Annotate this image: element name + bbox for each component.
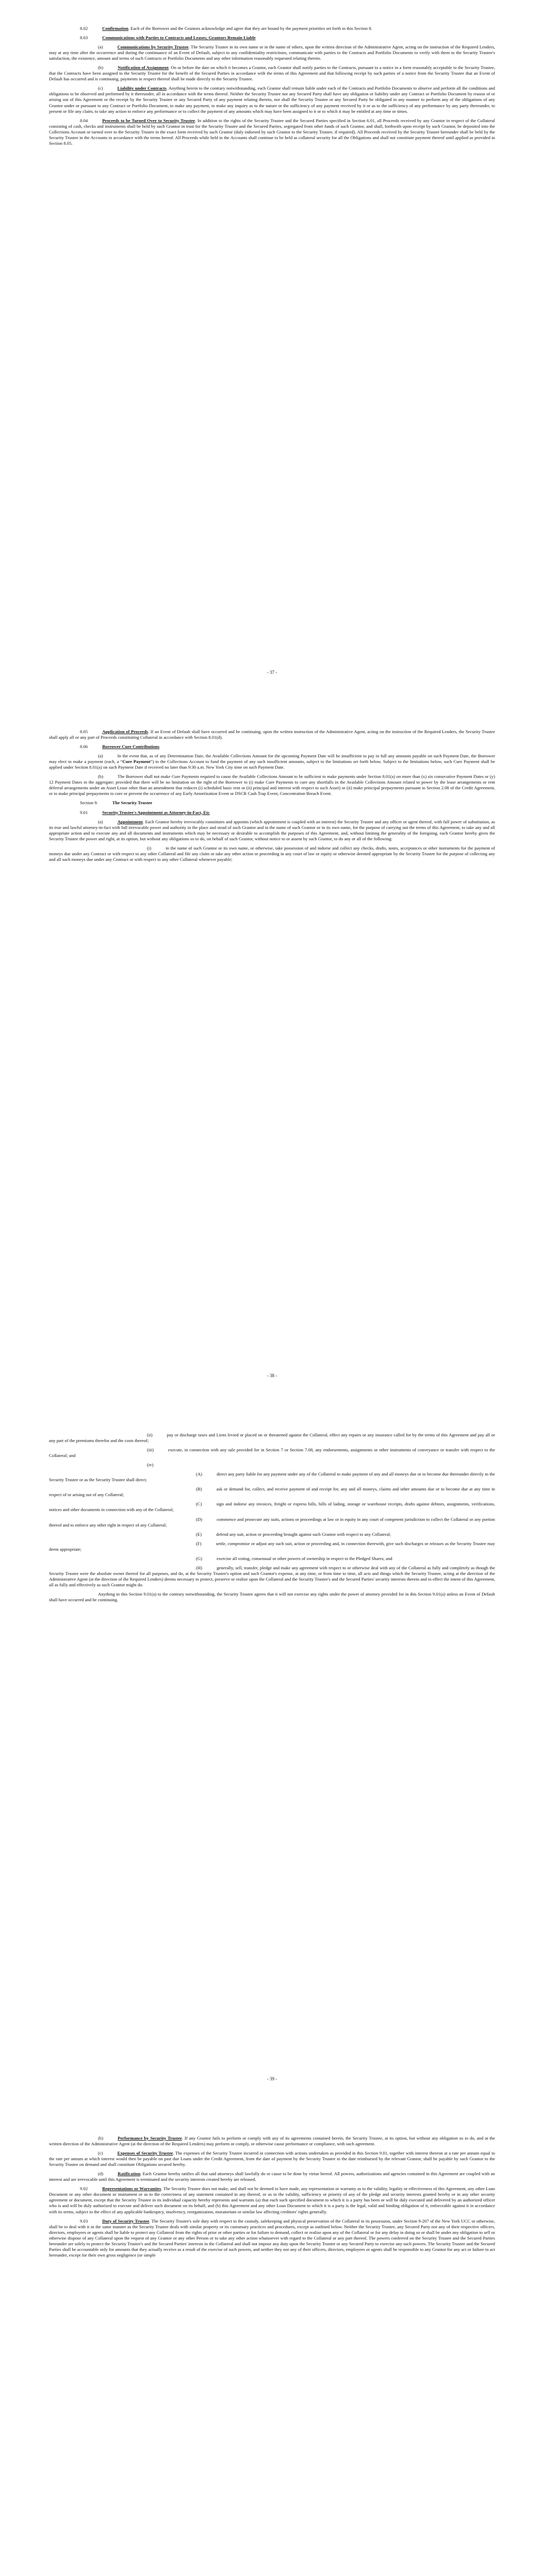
page-37 [0,0,544,703]
section-8-06-a: (a) In the event that, as of any Determination Date, the Available Collections Amount for the upcoming Payment Date will be insufficient to pay in full any amounts payable on such Payment Date, the Borrower may elect to make a payment (each, a “Cure Payment”) to the Collections Account to fund the payment of any such insufficient amounts, subject to the limitations set forth below. Subject to the limitations below, such Cure Payment shall be applied under Section 8.01(a) on such Payment Date if received no later than 9:30 a.m. New York City time on such Payment Date. [49,753,495,770]
section-8-04: 8.04 Proceeds to be Turned Over to Security Trustee. In addition to the rights of the Security Trustee and the Secured Parties specified in Section 6.01, all Proceeds received by any Grantor in respect of the Collateral consisting of cash, checks and instruments shall be held by such Grantor in trust for the Security Trustee and the Secured Parties, segregated from other funds of such Grantor, and shall, forthwith upon receipt by such Grantor, be deposited into the Collections Account or turned over to the Security Trustee in the exact form received by such Grantor (duly indorsed by such Grantor to the Security Trustee, if required). All Proceeds received by the Security Trustee hereunder shall be held by the Security Trustee in the Accounts in accordance with the terms hereof. All Proceeds while held in the Accounts shall continue to be held as collateral security for all the Obligations and shall not constitute payment thereof until applied as provided in Section 8.05. [49,117,495,146]
section-9-01-c: (c) Expenses of Security Trustee. The expenses of the Security Trustee incurred in connection with actions undertaken as provided in this Section 9.01, together with interest thereon at a rate per annum equal to the rate per annum at which interest would then be payable on past due Loans under the Credit Agreement, from the date of payment by the Security Trustee to the date reimbursed by the relevant Grantor, shall be payable by such Grantor to the Security Trustee on demand and shall constitute Obligations secured hereby. [49,2150,495,2167]
page-content [49,2136,495,2576]
page-number: - 39 - [267,2076,277,2081]
page-number: - 37 - [267,670,277,675]
section-9-01-a-tail: Anything in this Section 9.01(a) to the contrary notwithstanding, the Security Trustee agrees that it will not exercise any rights under the power of attorney provided for in this Section 9.01(a) unless an Event of Default shall have occurred and be continuing. [49,1591,495,1603]
page-content [49,26,495,641]
section-9-01-b: (b) Performance by Security Trustee. If any Grantor fails to perform or comply with any of its agreements contained herein, the Security Trustee, at its option, but without any obligation so to do, and at the written direction of the Administrative Agent (at the direction of the Required Lenders) may perform or comply, or otherwise cause performance or compliance, with such agreement. [49,2136,495,2147]
page-38 [0,703,544,1406]
section-8-03-c: (c) Liability under Contracts. Anything herein to the contrary notwithstanding, each Grantor shall remain liable under each of the Contracts and Portfolio Documents to observe and perform all the conditions and obligations to be observed and performed by it thereunder, all in accordance with the terms thereof. Neither the Security Trustee nor any Secured Party shall have any obligation or liability under any Contract or Portfolio Document by reason of or arising out of this Agreement or the receipt by the Security Trustee or any Secured Party of any payment relating thereto, nor shall the Security Trustee or any Secured Party be obligated in any manner to perform any of the obligations of any Grantor under or pursuant to any Contract or Portfolio Document, to make any payment, to make any inquiry as to the nature or the sufficiency of any payment received by it or as to the sufficiency of any performance by any party thereunder, to present or file any claim, to take any action to enforce any performance or to collect the payment of any amounts which may have been assigned to it or to which it may be entitled at any time or times. [49,86,495,114]
clause-C: (C) sign and indorse any invoices, freight or express bills, bills of lading, storage or warehouse receipts, drafts against debtors, assignments, verifications, notices and other documents in connection with any of the Collateral; [49,1501,495,1513]
section-8-06-b: (b) The Borrower shall not make Cure Payments required to cause the Available Collections Amount to be sufficient to make payments under Section 8.01(a) on more than (x) six consecutive Payment Dates or (y) 12 Payment Dates in the aggregate; provided that there will be no limitation on the right of the Borrower to (i) make Cure Payments to cure any shortfalls in the Available Collections Amount related to power by the lease arrangements or rent deferral arrangements under an Asset Lease other than an amendment that reduces (i) scheduled basic rent or (ii) principal and interest with respect to such Asset) or (ii) make principal prepayments pursuant to Section 2.08 of the Credit Agreement, or to make principal prepayments to cure or prevent the occurrence of any Early Amortization Event or DSCR Cash Trap Event, Concentration Breach Event. [49,774,495,796]
section-8-03-a: (a) Communications by Security Trustee. The Security Trustee in its own name or in the name of others, upon the written direction of the Administrative Agent, acting on the instruction of the Required Lenders, may at any time after the occurrence and during the continuance of an Event of Default, subject to any confidentiality restrictions, communicate with parties to the Contracts and Portfolio Documents to verify with them to the Security Trustee's satisfaction, the existence, amount and terms of such Contracts or Portfolio Documents and any other information reasonably requested relating thereto. [49,44,495,61]
section-8-02: 8.02 Confirmation. Each of the Borrower and the Grantors acknowledge and agree that they are bound by the payment priorities set forth in this Section 8. [80,26,372,31]
clause-D: (D) commence and prosecute any suits, actions or proceedings at law or in equity in any court of competent jurisdiction to collect the Collateral or any portion thereof and to enforce any other right in respect of any Collateral; [49,1516,495,1528]
section-8-03-heading: 8.03 Communications with Parties to Contracts and Leases; Grantors Remain Liable [80,35,256,41]
page-content [49,1432,495,2048]
page-40 [0,2110,544,2576]
clause-G: (G) exercise all voting, consensual or other powers of ownership in respect to the Pledged Shares; and [196,1555,392,1561]
section-9-01-d: (d) Ratification. Each Grantor hereby ratifies all that said attorneys shall lawfully do or cause to be done by virtue hereof. All powers, authorizations and agencies contained in this Agreement are coupled with an interest and are irrevocable until this Agreement is terminated and the security interests created hereby are released. [49,2171,495,2182]
section-9-02: 9.02 Representations or Warranties. The Security Trustee does not make, and shall not be deemed to have made, any representation or warranty as to the validity, legality or effectiveness of this Agreement, any other Loan Document or any other document or instrument or as to the correctness of any statement contained in any thereof, or as to the validity, sufficiency or priority of any of the pledge and security interests granted hereby or in any other security agreement or document, except that the Security Trustee in its individual capacity hereby represents and warrants (a) that each such specified document to which it is a party has been or will be duly executed and delivered by an authorized officer who is and will be duly authorized to execute and deliver such document on its behalf, and (b) this Agreement and any other Loan Document to which it is a party is the legal, valid and binding obligation of it, enforceable against it in accordance with its terms, subject to the effect of any applicable bankruptcy, insolvency, reorganization, moratorium or similar law affecting creditors' rights generally. [49,2186,495,2214]
page-39 [0,1406,544,2110]
page-content [49,729,495,1345]
section-9-01-a-i: (i) in the name of such Grantor or its own name, or otherwise, take possession of and indorse and collect any checks, drafts, notes, acceptances or other instruments for the payment of moneys due under any Contract or with respect to any other Collateral and file any claim or take any other action or proceeding in any court of law or equity or otherwise deemed appropriate by the Security Trustee for the purpose of collecting any and all such moneys due under any Contract or with respect to any other Collateral whenever payable; [49,845,495,862]
clause-E: (E) defend any suit, action or proceeding brought against such Grantor with respect to any Collateral; [196,1531,391,1537]
section-9-03: 9.03 Duty of Security Trustee. The Security Trustee's sole duty with respect to the custody, safekeeping and physical preservation of the Collateral in its possession, under Section 9-207 of the New York UCC or otherwise, shall be to deal with it in the same manner as the Security Trustee deals with similar property or its customary practices and procedures, except as outlined below. Neither the Security Trustee, any Secured Party nor any of their respective officers, directors, employees or agents shall be liable to protect any Collateral from the rights of prior or other parties or for failure to demand, collect or realize upon any of the Collateral or for any delay in doing so or shall be under any obligation to sell or otherwise dispose of any Collateral upon the request of any Grantor or any other Person or to take any other action whatsoever with regard to the Collateral or any part thereof. The powers conferred on the Security Trustee and the Secured Parties hereunder are solely to protect the Security Trustee's and the Secured Parties' interests in the Collateral and shall not impose any duty upon the Security Trustee or any Secured Party to exercise any such powers. The Security Trustee and the Secured Parties shall be accountable only for amounts that they actually receive as a result of the exercise of such powers, and neither they nor any of their officers, directors, employees or agents shall be responsible to any Grantor for any act or failure to act hereunder, except for their own gross negligence (or simple [49,2218,495,2258]
clause-H: (H) generally, sell, transfer, pledge and make any agreement with respect to or otherwise deal with any of the Collateral as fully and completely as though the Security Trustee were the absolute owner thereof for all purposes, and do, at the Security Trustee's option and such Grantor's expense, at any time, or from time to time, all acts and things which the Security Trustee, acting at the direction of the Administrative Agent (at the direction of the Required Lenders) deems necessary to protect, preserve or realize upon the Collateral and the Security Trustee's and the Secured Parties' security interests therein and to effect the intent of this Agreement, all as fully and effectively as such Grantor might do. [49,1565,495,1587]
section-8-06-heading: 8.06 Borrower Cure Contributions [80,744,160,750]
clause-ii: (ii) pay or discharge taxes and Liens levied or placed on or threatened against the Collateral, effect any repairs or any insurance called for by the terms of this Agreement and pay all or any part of the premiums therefor and the costs thereof; [49,1432,495,1444]
clause-iv: (iv) [147,1462,154,1468]
section-9-01-a: (a) Appointment. Each Grantor hereby irrevocably constitutes and appoints (which appointment is coupled with an interest) the Security Trustee and any officer or agent thereof, with full power of substitution, as its true and lawful attorney-in-fact with full irrevocable power and authority in the place and stead of such Grantor and in the name of such Grantor or in its own name, for the purpose of carrying out the terms of this Agreement, to take any and all appropriate action and to execute any and all documents and instruments which may be necessary or desirable to accomplish the purposes of this Agreement, and, without limiting the generality of the foregoing, each Grantor hereby gives the Security Trustee the power and right, at its option, but without any obligations so to do, on behalf of such Grantor, without notice to or assent by such Grantor, to do any or all of the following: [49,819,495,841]
clause-F: (F) settle, compromise or adjust any such suit, action or proceeding and, in connection therewith, give such discharges or releases as the Security Trustee may deem appropriate; [49,1540,495,1552]
section-9-heading: Section 9. The Security Trustee [80,800,153,806]
section-8-05: 8.05 Application of Proceeds. If an Event of Default shall have occurred and be continuing, upon the written instruction of the Administrative Agent, acting on the instruction of the Required Lenders, the Security Trustee shall apply all or any part of Proceeds constituting Collateral in accordance with Section 8.01(d). [49,729,495,740]
section-8-03-b: (b) Notification of Assignment. On or before the date on which it becomes a Grantor, each Grantor shall notify parties to the Contracts, pursuant to a notice in a form reasonably acceptable to the Security Trustee, that the Contracts have been assigned to the Security Trustee for the benefit of the Secured Parties in accordance with the terms of this Agreement and that following receipt by such parties of a notice from the Security Trustee that an Event of Default has occurred and is continuing, payments in respect thereof shall be made directly to the Security Trustee. [49,65,495,82]
page-number: - 38 - [267,1373,277,1378]
clause-iii: (iii) execute, in connection with any sale provided for in Section 7 or Section 7.08, any endorsements, assignments or other instruments of conveyance or transfer with respect to the Collateral; and [49,1447,495,1459]
clause-A: (A) direct any party liable for any payment under any of the Collateral to make payment of any and all moneys due or to become due thereunder directly to the Security Trustee or as the Security Trustee shall direct; [49,1471,495,1483]
section-9-01-heading: 9.01 Security Trustee's Appointment as Attorney-in-Fact, Etc [80,809,210,815]
clause-B: (B) ask or demand for, collect, and receive payment of and receipt for, any and all moneys, claims and other amounts due or to become due at any time in respect of or arising out of any Collateral; [49,1486,495,1498]
